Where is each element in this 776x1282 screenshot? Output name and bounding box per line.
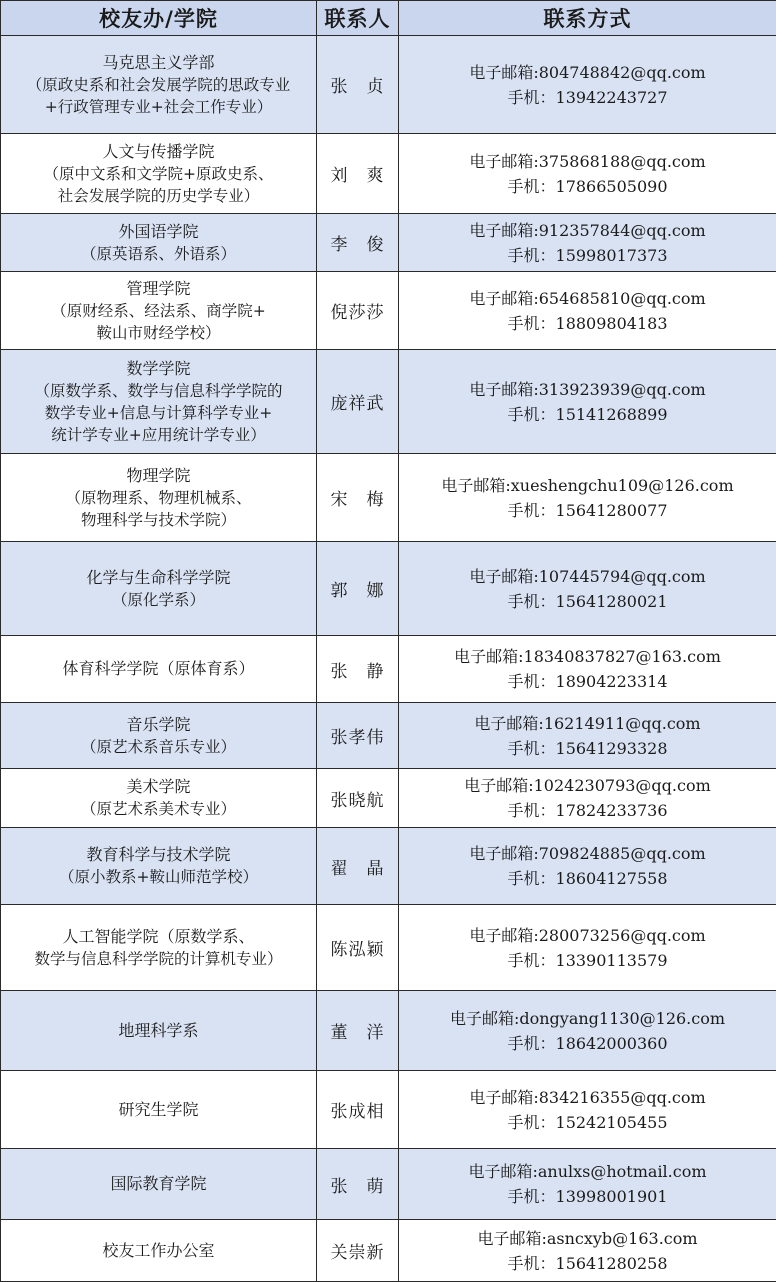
unit-name-line: 研究生学院 (5, 1099, 312, 1121)
email-address[interactable]: 709824885@qq.com (539, 844, 706, 863)
email-address[interactable]: 834216355@qq.com (539, 1088, 706, 1107)
phone-line (403, 736, 772, 761)
unit-cell (1, 272, 317, 350)
phone-label: 手机： (508, 672, 556, 691)
email-line (403, 564, 772, 589)
table-row (1, 1071, 776, 1149)
contact-info-cell (399, 350, 776, 454)
unit-name-line: （原化学系） (5, 589, 312, 611)
phone-line (403, 402, 772, 427)
email-address[interactable]: 654685810@qq.com (539, 289, 706, 308)
contact-info-cell (399, 272, 776, 350)
contact-person-cell: 张 萌 (317, 1149, 399, 1220)
contact-info-cell (399, 542, 776, 636)
phone-label: 手机： (508, 951, 556, 970)
contact-person-cell: 郭 娜 (317, 542, 399, 636)
phone-label: 手机： (508, 1187, 556, 1206)
phone-line (403, 1031, 772, 1056)
email-line (403, 841, 772, 866)
table-row (1, 991, 776, 1071)
email-label: 电子邮箱: (469, 567, 538, 586)
unit-name-line: 外国语学院 (5, 221, 312, 243)
contact-info-cell (399, 36, 776, 134)
unit-cell (1, 1149, 317, 1220)
email-label: 电子邮箱: (469, 152, 538, 171)
email-line (403, 923, 772, 948)
contact-person-cell: 庞祥武 (317, 350, 399, 454)
unit-cell (1, 636, 317, 703)
unit-name-line: 物理学院 (5, 465, 312, 487)
email-label: 电子邮箱: (469, 221, 538, 240)
contact-info-cell (399, 905, 776, 991)
contact-person-cell: 张孝伟 (317, 703, 399, 769)
email-label: 电子邮箱: (450, 1009, 519, 1028)
email-address[interactable]: 107445794@qq.com (539, 567, 706, 586)
email-line (403, 1006, 772, 1031)
phone-line (403, 1251, 772, 1276)
contact-person-cell: 张 静 (317, 636, 399, 703)
table-row (1, 134, 776, 214)
table-row (1, 272, 776, 350)
phone-number[interactable]: 17824233736 (556, 801, 668, 820)
phone-number[interactable]: 15641293328 (556, 739, 668, 758)
phone-number[interactable]: 13942243727 (556, 88, 668, 107)
email-address[interactable]: 313923939@qq.com (539, 380, 706, 399)
email-address[interactable]: 16214911@qq.com (544, 714, 701, 733)
phone-label: 手机： (508, 869, 556, 888)
email-line (403, 377, 772, 402)
unit-cell (1, 36, 317, 134)
unit-name-line: （原中文系和文学院+原政史系、 (5, 163, 312, 185)
contact-info-cell (399, 636, 776, 703)
email-label: 电子邮箱: (469, 380, 538, 399)
email-address[interactable]: 280073256@qq.com (539, 926, 706, 945)
unit-cell (1, 769, 317, 828)
phone-line (403, 589, 772, 614)
email-label: 电子邮箱: (469, 926, 538, 945)
email-label: 电子邮箱: (454, 647, 523, 666)
phone-line (403, 1184, 772, 1209)
phone-number[interactable]: 18904223314 (556, 672, 668, 691)
table-row (1, 542, 776, 636)
table-row (1, 214, 776, 272)
email-line (403, 1226, 772, 1251)
unit-name-line: 校友工作办公室 (5, 1240, 312, 1262)
phone-label: 手机： (508, 314, 556, 333)
email-label: 电子邮箱: (464, 776, 533, 795)
email-line (403, 1159, 772, 1184)
unit-cell (1, 214, 317, 272)
phone-line (403, 866, 772, 891)
email-line (403, 60, 772, 85)
phone-number[interactable]: 18809804183 (556, 314, 668, 333)
contact-info-cell (399, 991, 776, 1071)
email-line (403, 149, 772, 174)
unit-name-line: 数学专业+信息与计算科学专业+ (5, 402, 312, 424)
unit-name-line: 物理科学与技术学院） (5, 509, 312, 531)
unit-name-line: （原财经系、经法系、商学院+ (5, 300, 312, 322)
contact-info-cell (399, 214, 776, 272)
email-line (403, 773, 772, 798)
email-address[interactable]: 1024230793@qq.com (534, 776, 711, 795)
unit-name-line: （原政史系和社会发展学院的思政专业 (5, 74, 312, 96)
phone-label: 手机： (508, 88, 556, 107)
unit-name-line: 人工智能学院（原数学系、 (5, 926, 312, 948)
phone-label: 手机： (508, 246, 556, 265)
unit-name-line: 鞍山市财经学校） (5, 322, 312, 344)
unit-cell (1, 828, 317, 905)
unit-name-line: 地理科学系 (5, 1020, 312, 1042)
unit-name-line: 社会发展学院的历史学专业） (5, 185, 312, 207)
unit-cell (1, 1071, 317, 1149)
unit-cell (1, 905, 317, 991)
phone-label: 手机： (508, 501, 556, 520)
phone-line (403, 948, 772, 973)
header-contact: 联系方式 (399, 1, 776, 36)
phone-label: 手机： (508, 801, 556, 820)
contact-person-cell: 翟 晶 (317, 828, 399, 905)
contact-person-cell: 刘 爽 (317, 134, 399, 214)
email-label: 电子邮箱: (469, 844, 538, 863)
table-row (1, 703, 776, 769)
phone-label: 手机： (508, 1034, 556, 1053)
contact-info-cell (399, 1220, 776, 1282)
unit-cell (1, 350, 317, 454)
contact-info-cell (399, 1071, 776, 1149)
phone-number[interactable]: 18604127558 (556, 869, 668, 888)
table-row (1, 350, 776, 454)
contact-person-cell: 张晓航 (317, 769, 399, 828)
phone-line (403, 311, 772, 336)
unit-name-line: 管理学院 (5, 278, 312, 300)
table-row (1, 905, 776, 991)
email-label: 电子邮箱: (474, 714, 543, 733)
unit-name-line: （原物理系、物理机械系、 (5, 487, 312, 509)
contact-person-cell: 董 洋 (317, 991, 399, 1071)
phone-line (403, 498, 772, 523)
email-address[interactable]: 804748842@qq.com (539, 63, 706, 82)
unit-name-line: 化学与生命科学学院 (5, 567, 312, 589)
email-line (403, 1085, 772, 1110)
email-line (403, 473, 772, 498)
unit-cell (1, 1220, 317, 1282)
phone-line (403, 85, 772, 110)
unit-name-line: 教育科学与技术学院 (5, 844, 312, 866)
email-address[interactable]: 18340837827@163.com (524, 647, 721, 666)
unit-name-line: 人文与传播学院 (5, 141, 312, 163)
unit-cell (1, 134, 317, 214)
unit-name-line: 数学学院 (5, 358, 312, 380)
table-row (1, 769, 776, 828)
table-row (1, 828, 776, 905)
contact-person-cell: 陈泓颖 (317, 905, 399, 991)
phone-number[interactable]: 15141268899 (556, 405, 668, 424)
phone-line (403, 174, 772, 199)
unit-name-line: 体育科学学院（原体育系） (5, 658, 312, 680)
phone-line (403, 669, 772, 694)
phone-label: 手机： (508, 739, 556, 758)
unit-name-line: 美术学院 (5, 776, 312, 798)
contact-info-cell (399, 769, 776, 828)
email-address[interactable]: dongyang1130@126.com (519, 1009, 725, 1028)
unit-name-line: 数学与信息科学学院的计算机专业） (5, 948, 312, 970)
unit-name-line: （原英语系、外语系） (5, 243, 312, 265)
phone-label: 手机： (508, 405, 556, 424)
phone-number[interactable]: 13390113579 (556, 951, 668, 970)
table-row (1, 36, 776, 134)
phone-label: 手机： (508, 1254, 556, 1273)
unit-name-line: （原小教系+鞍山师范学校） (5, 866, 312, 888)
unit-cell (1, 454, 317, 542)
table-row (1, 1220, 776, 1282)
phone-line (403, 243, 772, 268)
email-line (403, 644, 772, 669)
unit-cell (1, 542, 317, 636)
header-unit: 校友办/学院 (1, 1, 317, 36)
phone-number[interactable]: 15641280021 (556, 592, 668, 611)
unit-name-line: （原艺术系音乐专业） (5, 736, 312, 758)
phone-line (403, 798, 772, 823)
phone-number[interactable]: 15998017373 (556, 246, 668, 265)
phone-number[interactable]: 15641280258 (556, 1254, 668, 1273)
unit-name-line: 国际教育学院 (5, 1173, 312, 1195)
email-line (403, 218, 772, 243)
email-address[interactable]: asncxyb@163.com (547, 1229, 698, 1248)
unit-name-line: 统计学专业+应用统计学专业） (5, 424, 312, 446)
email-label: 电子邮箱: (469, 63, 538, 82)
table-row (1, 1149, 776, 1220)
email-label: 电子邮箱: (441, 476, 510, 495)
contact-info-cell (399, 134, 776, 214)
phone-number[interactable]: 17866505090 (556, 177, 668, 196)
phone-number[interactable]: 15641280077 (556, 501, 668, 520)
phone-label: 手机： (508, 177, 556, 196)
contact-person-cell: 关崇新 (317, 1220, 399, 1282)
email-label: 电子邮箱: (468, 1162, 537, 1181)
phone-number[interactable]: 15242105455 (556, 1113, 668, 1132)
phone-number[interactable]: 13998001901 (556, 1187, 668, 1206)
email-label: 电子邮箱: (469, 1088, 538, 1107)
email-line (403, 711, 772, 736)
email-address[interactable]: anulxs@hotmail.com (538, 1162, 707, 1181)
contact-person-cell: 张成相 (317, 1071, 399, 1149)
contact-person-cell: 宋 梅 (317, 454, 399, 542)
contact-info-cell (399, 454, 776, 542)
phone-line (403, 1110, 772, 1135)
unit-name-line: +行政管理专业+社会工作专业） (5, 96, 312, 118)
table-row (1, 454, 776, 542)
unit-cell (1, 991, 317, 1071)
email-label: 电子邮箱: (477, 1229, 546, 1248)
phone-label: 手机： (508, 1113, 556, 1132)
table-body (1, 36, 776, 1282)
contact-info-cell (399, 703, 776, 769)
table-header-row (1, 1, 776, 36)
email-address[interactable]: xueshengchu109@126.com (511, 476, 734, 495)
contact-info-cell (399, 1149, 776, 1220)
table-row (1, 636, 776, 703)
contact-person-cell: 李 俊 (317, 214, 399, 272)
unit-cell (1, 703, 317, 769)
contact-info-cell (399, 828, 776, 905)
unit-name-line: （原数学系、数学与信息科学学院的 (5, 380, 312, 402)
phone-label: 手机： (508, 592, 556, 611)
phone-number[interactable]: 18642000360 (556, 1034, 668, 1053)
contact-person-cell: 倪莎莎 (317, 272, 399, 350)
email-label: 电子邮箱: (469, 289, 538, 308)
unit-name-line: （原艺术系美术专业） (5, 798, 312, 820)
contact-person-cell: 张 贞 (317, 36, 399, 134)
unit-name-line: 马克思主义学部 (5, 52, 312, 74)
email-address[interactable]: 912357844@qq.com (539, 221, 706, 240)
email-address[interactable]: 375868188@qq.com (539, 152, 706, 171)
header-person: 联系人 (317, 1, 399, 36)
email-line (403, 286, 772, 311)
unit-name-line: 音乐学院 (5, 714, 312, 736)
